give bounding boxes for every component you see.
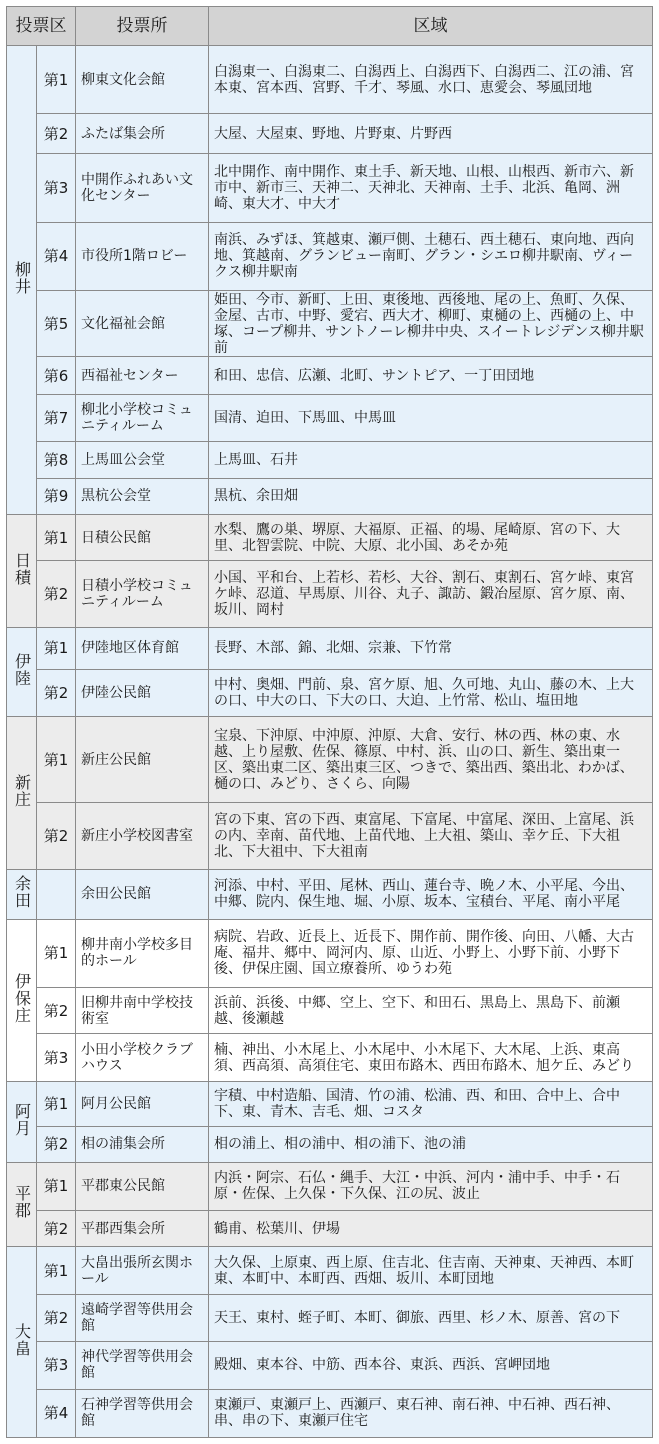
district-number: 第2 xyxy=(37,1295,76,1341)
district-group xyxy=(7,46,653,515)
district-number: 第2 xyxy=(37,988,76,1034)
table-row xyxy=(7,395,653,441)
district-number: 第4 xyxy=(37,222,76,290)
table-row xyxy=(7,716,653,802)
area-list: 水梨、鷹の巣、堺原、大福原、正福、的場、尾崎原、宮の下、大里、北智雲院、中院、大原、北小国、あそか苑 xyxy=(209,515,653,561)
area-list: 南浜、みずほ、箕越東、瀬戸側、土穂石、西土穂石、東向地、西向地、箕越南、グランビュー南町、グラン・シエロ柳井駅南、ヴィークス柳井駅南 xyxy=(209,222,653,290)
table-row xyxy=(7,669,653,716)
district-group xyxy=(7,869,653,919)
table-row xyxy=(7,1082,653,1126)
table-row xyxy=(7,1341,653,1389)
district-name: 平郡 xyxy=(12,1185,32,1220)
polling-place: 伊陸公民館 xyxy=(76,669,209,716)
polling-place: 小田小学校クラブハウス xyxy=(76,1034,209,1082)
polling-place: 遠崎学習等供用会館 xyxy=(76,1295,209,1341)
district-number: 第1 xyxy=(37,1082,76,1126)
header-area: 区域 xyxy=(209,7,653,46)
area-list: 河添、中村、平田、尾林、西山、蓮台寺、晩ノ木、小平尾、今出、中郷、院内、保生地、堀、小原、坂本、宝積台、平尾、南小平尾 xyxy=(209,869,653,919)
area-list: 相の浦上、相の浦中、相の浦下、池の浦 xyxy=(209,1126,653,1162)
polling-place: 柳北小学校コミュニティルーム xyxy=(76,395,209,441)
area-list: 北中開作、南中開作、東土手、新天地、山根、山根西、新市六、新市中、新市三、天神二、天神北、天神南、土手、北浜、亀岡、洲崎、東大才、中大才 xyxy=(209,154,653,222)
district-number: 第6 xyxy=(37,357,76,395)
district-name: 伊保庄 xyxy=(12,973,32,1025)
area-list: 宝泉、下沖原、中沖原、沖原、大倉、安行、林の西、林の東、水越、上り屋敷、佐保、篠原、中村、浜、山の口、新生、築出東一区、築出東二区、築出東三区、つきで、築出西、築出北、わかば、樋の口、みどり、さくら、向陽 xyxy=(209,716,653,802)
header-district: 投票区 xyxy=(7,7,76,46)
polling-place: 西福祉センター xyxy=(76,357,209,395)
table-row xyxy=(7,919,653,987)
table-row xyxy=(7,1162,653,1210)
district-group xyxy=(7,1082,653,1162)
area-list: 宮の下東、宮の下西、東富尾、下富尾、中富尾、深田、上富尾、浜の内、幸南、苗代地、上苗代地、上大祖、築山、幸ケ丘、下大祖北、下大祖中、下大祖南 xyxy=(209,803,653,869)
polling-place: 伊陸地区体育館 xyxy=(76,627,209,669)
district-number: 第1 xyxy=(37,1162,76,1210)
table-row xyxy=(7,478,653,514)
area-list: 姫田、今市、新町、上田、東後地、西後地、尾の上、魚町、久保、金屋、古市、中野、愛宕、西大才、柳町、東樋の上、西樋の上、中塚、コープ柳井、サントノーレ柳井中央、スイートレジデンス柳井駅前 xyxy=(209,291,653,357)
area-list: 東瀬戸、東瀬戸上、西瀬戸、東石神、南石神、中石神、西石神、串、串の下、東瀬戸住宅 xyxy=(209,1389,653,1437)
area-list: 鶴甫、松葉川、伊場 xyxy=(209,1210,653,1246)
polling-place: 黒杭公会堂 xyxy=(76,478,209,514)
table-row xyxy=(7,515,653,561)
table-row xyxy=(7,1389,653,1437)
area-list: 楠、神出、小木尾上、小木尾中、小木尾下、大木尾、上浜、東高須、西高須、高須住宅、東田布路木、西田布路木、旭ケ丘、みどり xyxy=(209,1034,653,1082)
table-header xyxy=(7,7,653,46)
district-number: 第1 xyxy=(37,919,76,987)
district-number: 第2 xyxy=(37,669,76,716)
district-number: 第2 xyxy=(37,1210,76,1246)
polling-place: 平郡西集会所 xyxy=(76,1210,209,1246)
area-list: 大屋、大屋東、野地、片野東、片野西 xyxy=(209,114,653,154)
polling-place: 旧柳井南中学校技術室 xyxy=(76,988,209,1034)
district-number: 第2 xyxy=(37,561,76,627)
polling-place: 市役所1階ロビー xyxy=(76,222,209,290)
district-number: 第1 xyxy=(37,515,76,561)
district-number: 第2 xyxy=(37,1126,76,1162)
table-row xyxy=(7,154,653,222)
district-name-cell xyxy=(7,1247,37,1438)
district-number: 第4 xyxy=(37,1389,76,1437)
district-name-cell xyxy=(7,716,37,869)
polling-place: 阿月公民館 xyxy=(76,1082,209,1126)
district-name-cell xyxy=(7,627,37,716)
district-number: 第2 xyxy=(37,114,76,154)
area-list: 宇積、中村造船、国清、竹の浦、松浦、西、和田、合中上、合中下、東、青木、吉毛、畑、コスタ xyxy=(209,1082,653,1126)
table-row xyxy=(7,357,653,395)
district-name: 柳井 xyxy=(12,261,32,295)
table-row xyxy=(7,1034,653,1082)
polling-place: 新庄小学校図書室 xyxy=(76,803,209,869)
district-number: 第3 xyxy=(37,1341,76,1389)
area-list: 内浜・阿宗、石仏・縄手、大江・中浜、河内・浦中手、中手・石原・佐保、上久保・下久保、江の尻、波止 xyxy=(209,1162,653,1210)
polling-place: 余田公民館 xyxy=(76,869,209,919)
district-number xyxy=(37,869,76,919)
area-list: 天王、東村、蛭子町、本町、御旅、西里、杉ノ木、原善、宮の下 xyxy=(209,1295,653,1341)
table-row xyxy=(7,803,653,869)
district-number: 第8 xyxy=(37,441,76,478)
table-row xyxy=(7,869,653,919)
table-row xyxy=(7,988,653,1034)
district-number: 第7 xyxy=(37,395,76,441)
district-name-cell xyxy=(7,515,37,627)
area-list: 長野、木部、錦、北畑、宗兼、下竹常 xyxy=(209,627,653,669)
district-number: 第3 xyxy=(37,154,76,222)
table-row xyxy=(7,114,653,154)
district-group xyxy=(7,1247,653,1438)
table-row xyxy=(7,1247,653,1295)
district-name: 新庄 xyxy=(12,773,32,808)
district-number: 第2 xyxy=(37,803,76,869)
district-group xyxy=(7,627,653,716)
district-number: 第1 xyxy=(37,46,76,114)
area-list: 小国、平和台、上若杉、若杉、大谷、割石、東割石、宮ケ峠、東宮ケ峠、忍道、早馬原、川谷、丸子、諏訪、鍛冶屋原、宮ケ原、南、坂川、岡村 xyxy=(209,561,653,627)
table-row xyxy=(7,441,653,478)
polling-place: 文化福祉会館 xyxy=(76,291,209,357)
district-number: 第5 xyxy=(37,291,76,357)
polling-place: 中開作ふれあい文化センター xyxy=(76,154,209,222)
district-name-cell xyxy=(7,919,37,1082)
area-list: 黒杭、余田畑 xyxy=(209,478,653,514)
polling-place: 平郡東公民館 xyxy=(76,1162,209,1210)
area-list: 国清、迫田、下馬皿、中馬皿 xyxy=(209,395,653,441)
district-number: 第1 xyxy=(37,716,76,802)
table-row xyxy=(7,46,653,114)
district-group xyxy=(7,1162,653,1246)
table-row xyxy=(7,1295,653,1341)
header-place: 投票所 xyxy=(76,7,209,46)
district-number: 第3 xyxy=(37,1034,76,1082)
table-row xyxy=(7,627,653,669)
polling-place: 上馬皿公会堂 xyxy=(76,441,209,478)
area-list: 中村、奥畑、門前、泉、宮ケ原、旭、久可地、丸山、藤の木、上大の口、中大の口、下大の口、大迫、上竹常、松山、塩田地 xyxy=(209,669,653,716)
table-row xyxy=(7,222,653,290)
district-name-cell xyxy=(7,1162,37,1246)
area-list: 上馬皿、石井 xyxy=(209,441,653,478)
district-group xyxy=(7,919,653,1082)
polling-place: 石神学習等供用会館 xyxy=(76,1389,209,1437)
table-row xyxy=(7,1210,653,1246)
district-name: 大畠 xyxy=(12,1323,32,1358)
district-name-cell xyxy=(7,46,37,515)
district-number: 第1 xyxy=(37,1247,76,1295)
district-number: 第9 xyxy=(37,478,76,514)
polling-place: 日積小学校コミュニティルーム xyxy=(76,561,209,627)
area-list: 和田、忠信、広瀬、北町、サントピア、一丁田団地 xyxy=(209,357,653,395)
polling-place: 日積公民館 xyxy=(76,515,209,561)
district-name: 伊陸 xyxy=(12,652,32,687)
polling-place: 柳井南小学校多目的ホール xyxy=(76,919,209,987)
polling-place: 神代学習等供用会館 xyxy=(76,1341,209,1389)
district-name: 阿月 xyxy=(12,1103,32,1138)
district-group xyxy=(7,716,653,869)
table-row xyxy=(7,1126,653,1162)
table-row xyxy=(7,561,653,627)
area-list: 白潟東一、白潟東二、白潟西上、白潟西下、白潟西二、江の浦、宮本東、宮本西、宮野、千才、琴風、水口、恵愛会、琴風団地 xyxy=(209,46,653,114)
polling-place: ふたば集会所 xyxy=(76,114,209,154)
district-name: 日積 xyxy=(12,551,32,586)
table-row xyxy=(7,291,653,357)
polling-place: 大畠出張所玄関ホール xyxy=(76,1247,209,1295)
district-name: 余田 xyxy=(12,875,32,910)
district-name-cell xyxy=(7,869,37,919)
area-list: 大久保、上原東、西上原、住吉北、住吉南、天神東、天神西、本町東、本町中、本町西、西畑、坂川、本町団地 xyxy=(209,1247,653,1295)
polling-place: 柳東文化会館 xyxy=(76,46,209,114)
polling-table xyxy=(6,6,653,1438)
district-number: 第1 xyxy=(37,627,76,669)
district-name-cell xyxy=(7,1082,37,1162)
polling-place: 相の浦集会所 xyxy=(76,1126,209,1162)
polling-place: 新庄公民館 xyxy=(76,716,209,802)
area-list: 殿畑、東本谷、中筋、西本谷、東浜、西浜、宮岬団地 xyxy=(209,1341,653,1389)
area-list: 病院、岩政、近長上、近長下、開作前、開作後、向田、八幡、大古庵、福井、郷中、岡河内、原、山近、小野上、小野下前、小野下後、伊保庄園、国立療養所、ゆうわ苑 xyxy=(209,919,653,987)
district-group xyxy=(7,515,653,627)
area-list: 浜前、浜後、中郷、空上、空下、和田石、黒島上、黒島下、前瀬越、後瀬越 xyxy=(209,988,653,1034)
